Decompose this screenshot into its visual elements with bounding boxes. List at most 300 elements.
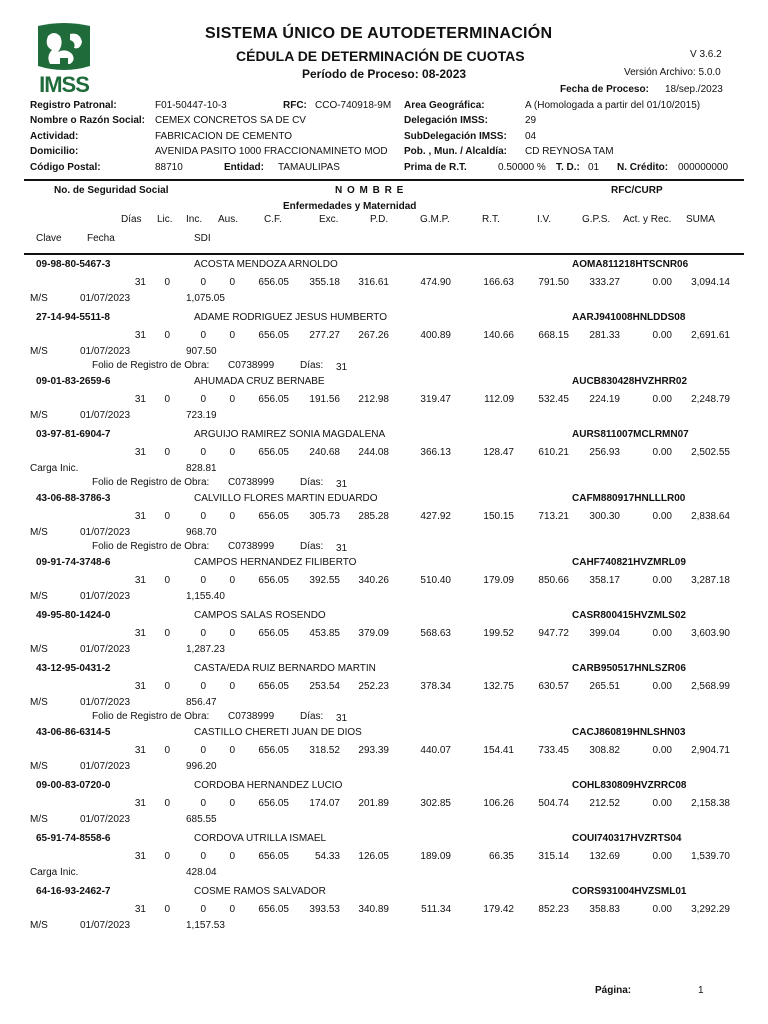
worker-nss: 43-06-86-6314-5: [36, 727, 111, 738]
worker-gps: 281.33: [589, 330, 620, 341]
worker-gmp: 366.13: [420, 447, 451, 458]
pob-label: Pob. , Mun. / Alcaldía:: [404, 146, 507, 157]
worker-dias: 31: [134, 330, 146, 341]
worker-lic: 0: [164, 330, 170, 341]
worker-cf: 656.05: [258, 798, 289, 809]
worker-clave: Carga Inic.: [30, 867, 79, 878]
worker-rfc: COHL830809HVZRRC08: [572, 780, 687, 791]
worker-iv: 532.45: [538, 394, 569, 405]
worker-nss: 09-00-83-0720-0: [36, 780, 111, 791]
worker-rt: 106.26: [483, 798, 514, 809]
nombre-value: CEMEX CONCRETOS SA DE CV: [155, 115, 306, 126]
col-cf: C.F.: [264, 214, 282, 225]
worker-clave: M/S: [30, 920, 48, 931]
worker-rt: 150.15: [483, 511, 514, 522]
worker-exc: 240.68: [309, 447, 340, 458]
worker-fecha: 01/07/2023: [80, 697, 131, 708]
td-label: T. D.:: [556, 162, 580, 173]
worker-lic: 0: [164, 277, 170, 288]
worker-suma: 3,287.18: [691, 575, 730, 586]
worker-nss: 09-91-74-3748-6: [36, 557, 111, 568]
col-rt: R.T.: [482, 214, 500, 225]
worker-pd: 267.26: [358, 330, 389, 341]
worker-aus: 0: [229, 447, 235, 458]
worker-name: CAMPOS HERNANDEZ FILIBERTO: [194, 557, 357, 568]
worker-gmp: 302.85: [420, 798, 451, 809]
worker-rfc: COUI740317HVZRTS04: [572, 833, 682, 844]
worker-rfc: CAHF740821HVZMRL09: [572, 557, 686, 568]
worker-clave: M/S: [30, 346, 48, 357]
report-subtitle: CÉDULA DE DETERMINACIÓN DE CUOTAS: [236, 48, 525, 64]
folio-dias: 31: [336, 479, 348, 490]
worker-sdi: 996.20: [186, 761, 217, 772]
folio-dias: 31: [336, 543, 348, 554]
worker-lic: 0: [164, 575, 170, 586]
worker-rfc: CARB950517HNLSZR06: [572, 663, 686, 674]
worker-lic: 0: [164, 628, 170, 639]
worker-rfc: CAFM880917HNLLLR00: [572, 493, 686, 504]
col-suma: SUMA: [686, 214, 715, 225]
col-nss: No. de Seguridad Social: [54, 185, 169, 196]
worker-cf: 656.05: [258, 511, 289, 522]
worker-act: 0.00: [652, 745, 672, 756]
prima-value: 0.50000 %: [498, 162, 546, 173]
worker-act: 0.00: [652, 330, 672, 341]
worker-inc: 0: [200, 330, 206, 341]
table-divider: [24, 253, 744, 255]
worker-gps: 265.51: [589, 681, 620, 692]
worker-clave: M/S: [30, 761, 48, 772]
worker-rfc: AURS811007MCLRMN07: [572, 429, 689, 440]
process-period: Período de Proceso: 08-2023: [302, 67, 467, 81]
worker-inc: 0: [200, 447, 206, 458]
col-aus: Aus.: [218, 214, 239, 225]
nombre-label: Nombre o Razón Social:: [30, 115, 146, 126]
worker-iv: 850.66: [538, 575, 569, 586]
worker-name: AHUMADA CRUZ BERNABE: [194, 376, 325, 387]
worker-iv: 713.21: [538, 511, 569, 522]
worker-act: 0.00: [652, 628, 672, 639]
col-pd: P.D.: [370, 214, 389, 225]
worker-inc: 0: [200, 628, 206, 639]
cp-value: 88710: [155, 162, 183, 173]
imss-logo: [30, 22, 98, 102]
worker-sdi: 968.70: [186, 527, 217, 538]
col-sdi: SDI: [194, 233, 211, 244]
credito-label: N. Crédito:: [617, 162, 669, 173]
worker-gmp: 400.89: [420, 330, 451, 341]
worker-name: CASTA/EDA RUIZ BERNARDO MARTIN: [194, 663, 376, 674]
worker-gps: 256.93: [589, 447, 620, 458]
cp-label: Código Postal:: [30, 162, 101, 173]
worker-cf: 656.05: [258, 681, 289, 692]
folio-value: C0738999: [228, 360, 275, 371]
worker-lic: 0: [164, 904, 170, 915]
worker-gmp: 568.63: [420, 628, 451, 639]
rfc-label: RFC:: [283, 100, 307, 111]
worker-iv: 852.23: [538, 904, 569, 915]
worker-fecha: 01/07/2023: [80, 410, 131, 421]
worker-dias: 31: [134, 681, 146, 692]
worker-fecha: 01/07/2023: [80, 920, 131, 931]
subdelegacion-value: 04: [525, 131, 537, 142]
worker-rt: 112.09: [484, 394, 514, 405]
worker-iv: 733.45: [538, 745, 569, 756]
worker-fecha: 01/07/2023: [80, 293, 131, 304]
actividad-value: FABRICACION DE CEMENTO: [155, 131, 293, 142]
col-fecha: Fecha: [87, 233, 115, 244]
worker-fecha: 01/07/2023: [80, 761, 131, 772]
worker-sdi: 685.55: [186, 814, 217, 825]
registro-value: F01-50447-10-3: [155, 100, 227, 111]
worker-rt: 154.41: [483, 745, 514, 756]
worker-sdi: 828.81: [186, 463, 217, 474]
worker-pd: 252.23: [358, 681, 389, 692]
worker-suma: 2,904.71: [691, 745, 730, 756]
worker-aus: 0: [229, 330, 235, 341]
worker-suma: 1,539.70: [691, 851, 730, 862]
app-version: V 3.6.2: [690, 49, 722, 60]
registro-label: Registro Patronal:: [30, 100, 117, 111]
worker-exc: 174.07: [309, 798, 340, 809]
worker-cf: 656.05: [258, 330, 289, 341]
worker-rfc: AARJ941008HNLDDS08: [572, 312, 686, 323]
worker-pd: 285.28: [358, 511, 389, 522]
worker-pd: 212.98: [358, 394, 389, 405]
worker-rt: 132.75: [483, 681, 514, 692]
folio-label: Folio de Registro de Obra:: [92, 360, 210, 371]
worker-suma: 2,158.38: [691, 798, 730, 809]
worker-dias: 31: [134, 628, 146, 639]
worker-inc: 0: [200, 798, 206, 809]
entidad-value: TAMAULIPAS: [278, 162, 340, 173]
worker-iv: 668.15: [538, 330, 569, 341]
worker-clave: M/S: [30, 591, 48, 602]
worker-clave: M/S: [30, 814, 48, 825]
worker-rt: 66.35: [488, 851, 514, 862]
worker-gps: 399.04: [589, 628, 620, 639]
worker-gmp: 474.90: [420, 277, 451, 288]
col-gmp: G.M.P.: [420, 214, 450, 225]
worker-gmp: 511.34: [421, 904, 451, 915]
folio-dias-label: Días:: [300, 360, 324, 371]
pob-value: CD REYNOSA TAM: [525, 146, 614, 157]
area-value: A (Homologada a partir del 01/10/2015): [525, 100, 701, 111]
worker-cf: 656.05: [258, 628, 289, 639]
worker-cf: 656.05: [258, 904, 289, 915]
worker-sdi: 723.19: [186, 410, 217, 421]
worker-name: ARGUIJO RAMIREZ SONIA MAGDALENA: [194, 429, 386, 440]
worker-act: 0.00: [652, 511, 672, 522]
worker-gmp: 427.92: [420, 511, 451, 522]
worker-sdi: 907.50: [186, 346, 217, 357]
prima-label: Prima de R.T.: [404, 162, 467, 173]
folio-dias: 31: [336, 362, 348, 373]
worker-act: 0.00: [652, 798, 672, 809]
page-number: 1: [698, 985, 704, 996]
worker-pd: 244.08: [358, 447, 389, 458]
worker-gmp: 510.40: [420, 575, 451, 586]
folio-value: C0738999: [228, 477, 275, 488]
worker-lic: 0: [164, 798, 170, 809]
worker-dias: 31: [134, 851, 146, 862]
worker-name: COSME RAMOS SALVADOR: [194, 886, 326, 897]
worker-name: ACOSTA MENDOZA ARNOLDO: [194, 259, 338, 270]
col-clave: Clave: [36, 233, 62, 244]
worker-inc: 0: [200, 575, 206, 586]
worker-aus: 0: [229, 745, 235, 756]
worker-inc: 0: [200, 394, 206, 405]
worker-cf: 656.05: [258, 447, 289, 458]
worker-suma: 2,248.79: [691, 394, 730, 405]
worker-aus: 0: [229, 394, 235, 405]
worker-iv: 315.14: [538, 851, 569, 862]
delegacion-value: 29: [525, 115, 537, 126]
worker-aus: 0: [229, 851, 235, 862]
worker-nss: 49-95-80-1424-0: [36, 610, 111, 621]
worker-inc: 0: [200, 904, 206, 915]
col-dias: Días: [121, 214, 142, 225]
worker-dias: 31: [134, 798, 146, 809]
worker-sdi: 1,155.40: [186, 591, 225, 602]
rfc-value: CCO-740918-9M: [315, 100, 392, 111]
worker-nss: 65-91-74-8558-6: [36, 833, 111, 844]
td-value: 01: [588, 162, 600, 173]
worker-pd: 316.61: [358, 277, 389, 288]
worker-gps: 212.52: [589, 798, 620, 809]
worker-pd: 126.05: [358, 851, 389, 862]
worker-lic: 0: [164, 851, 170, 862]
worker-act: 0.00: [652, 851, 672, 862]
subdelegacion-label: SubDelegación IMSS:: [404, 131, 507, 142]
worker-nss: 03-97-81-6904-7: [36, 429, 111, 440]
worker-clave: M/S: [30, 293, 48, 304]
worker-dias: 31: [134, 904, 146, 915]
worker-fecha: 01/07/2023: [80, 527, 131, 538]
worker-act: 0.00: [652, 447, 672, 458]
worker-sdi: 1,075.05: [186, 293, 225, 304]
worker-rt: 128.47: [483, 447, 514, 458]
domicilio-label: Domicilio:: [30, 146, 79, 157]
col-gps: G.P.S.: [582, 214, 611, 225]
worker-iv: 947.72: [538, 628, 569, 639]
worker-pd: 293.39: [358, 745, 389, 756]
worker-exc: 318.52: [309, 745, 340, 756]
worker-gmp: 189.09: [420, 851, 451, 862]
worker-iv: 610.21: [538, 447, 569, 458]
worker-exc: 453.85: [309, 628, 340, 639]
worker-gps: 308.82: [589, 745, 620, 756]
worker-dias: 31: [134, 447, 146, 458]
worker-suma: 2,691.61: [691, 330, 730, 341]
worker-exc: 305.73: [309, 511, 340, 522]
worker-inc: 0: [200, 745, 206, 756]
worker-suma: 2,568.99: [691, 681, 730, 692]
folio-label: Folio de Registro de Obra:: [92, 711, 210, 722]
col-rfc: RFC/CURP: [611, 185, 663, 196]
worker-gps: 224.19: [589, 394, 620, 405]
actividad-label: Actividad:: [30, 131, 79, 142]
worker-sdi: 428.04: [186, 867, 217, 878]
folio-dias-label: Días:: [300, 541, 324, 552]
worker-rfc: AOMA811218HTSCNR06: [572, 259, 689, 270]
worker-aus: 0: [229, 681, 235, 692]
entidad-label: Entidad:: [224, 162, 264, 173]
worker-sdi: 856.47: [186, 697, 217, 708]
worker-name: CALVILLO FLORES MARTIN EDUARDO: [194, 493, 378, 504]
page-label: Página:: [595, 985, 632, 996]
worker-act: 0.00: [652, 394, 672, 405]
worker-inc: 0: [200, 511, 206, 522]
worker-aus: 0: [229, 511, 235, 522]
worker-exc: 54.33: [314, 851, 340, 862]
col-lic: Lic.: [157, 214, 173, 225]
worker-exc: 393.53: [309, 904, 340, 915]
worker-name: CORDOVA UTRILLA ISMAEL: [194, 833, 327, 844]
worker-suma: 2,838.64: [691, 511, 730, 522]
worker-cf: 656.05: [258, 394, 289, 405]
worker-inc: 0: [200, 277, 206, 288]
worker-suma: 2,502.55: [691, 447, 730, 458]
worker-sdi: 1,157.53: [186, 920, 225, 931]
worker-clave: M/S: [30, 527, 48, 538]
col-iv: I.V.: [537, 214, 552, 225]
worker-fecha: 01/07/2023: [80, 591, 131, 602]
report-title: SISTEMA ÚNICO DE AUTODETERMINACIÓN: [205, 25, 553, 42]
worker-act: 0.00: [652, 904, 672, 915]
worker-exc: 355.18: [309, 277, 340, 288]
worker-aus: 0: [229, 575, 235, 586]
worker-lic: 0: [164, 394, 170, 405]
worker-exc: 392.55: [309, 575, 340, 586]
worker-iv: 630.57: [538, 681, 569, 692]
worker-cf: 656.05: [258, 745, 289, 756]
worker-dias: 31: [134, 745, 146, 756]
worker-dias: 31: [134, 511, 146, 522]
worker-cf: 656.05: [258, 851, 289, 862]
worker-pd: 340.89: [358, 904, 389, 915]
worker-fecha: 01/07/2023: [80, 814, 131, 825]
worker-gmp: 440.07: [420, 745, 451, 756]
worker-name: CAMPOS SALAS ROSENDO: [194, 610, 326, 621]
worker-inc: 0: [200, 851, 206, 862]
worker-name: CASTILLO CHERETI JUAN DE DIOS: [194, 727, 362, 738]
worker-act: 0.00: [652, 575, 672, 586]
col-exc: Exc.: [319, 214, 339, 225]
worker-clave: M/S: [30, 644, 48, 655]
worker-exc: 191.56: [309, 394, 340, 405]
worker-gmp: 378.34: [420, 681, 451, 692]
col-nombre: N O M B R E: [335, 185, 405, 196]
worker-cf: 656.05: [258, 277, 289, 288]
col-act: Act. y Rec.: [623, 214, 672, 225]
worker-rt: 179.09: [483, 575, 514, 586]
folio-value: C0738999: [228, 711, 275, 722]
worker-nss: 09-98-80-5467-3: [36, 259, 111, 270]
worker-suma: 3,603.90: [691, 628, 730, 639]
worker-suma: 3,094.14: [691, 277, 730, 288]
worker-dias: 31: [134, 277, 146, 288]
process-date-label: Fecha de Proceso:: [560, 84, 649, 95]
folio-label: Folio de Registro de Obra:: [92, 477, 210, 488]
folio-dias-label: Días:: [300, 477, 324, 488]
worker-sdi: 1,287.23: [186, 644, 225, 655]
folio-label: Folio de Registro de Obra:: [92, 541, 210, 552]
worker-pd: 379.09: [358, 628, 389, 639]
file-version: Versión Archivo: 5.0.0: [624, 67, 721, 78]
worker-iv: 791.50: [538, 277, 569, 288]
worker-fecha: 01/07/2023: [80, 346, 131, 357]
worker-rt: 166.63: [483, 277, 514, 288]
domicilio-value: AVENIDA PASITO 1000 FRACCIONAMINETO MOD: [155, 146, 388, 157]
worker-fecha: 01/07/2023: [80, 644, 131, 655]
worker-lic: 0: [164, 681, 170, 692]
worker-aus: 0: [229, 277, 235, 288]
worker-act: 0.00: [652, 277, 672, 288]
header-divider: [24, 179, 744, 181]
worker-gps: 358.83: [589, 904, 620, 915]
worker-aus: 0: [229, 628, 235, 639]
worker-aus: 0: [229, 798, 235, 809]
worker-clave: M/S: [30, 697, 48, 708]
worker-name: CORDOBA HERNANDEZ LUCIO: [194, 780, 343, 791]
delegacion-label: Delegación IMSS:: [404, 115, 488, 126]
worker-dias: 31: [134, 575, 146, 586]
worker-gps: 132.69: [589, 851, 620, 862]
worker-gps: 333.27: [589, 277, 620, 288]
worker-gps: 300.30: [589, 511, 620, 522]
worker-exc: 253.54: [309, 681, 340, 692]
worker-nss: 27-14-94-5511-8: [36, 312, 110, 323]
worker-rfc: CORS931004HVZSML01: [572, 886, 687, 897]
worker-act: 0.00: [652, 681, 672, 692]
worker-gmp: 319.47: [420, 394, 451, 405]
worker-nss: 43-12-95-0431-2: [36, 663, 111, 674]
worker-cf: 656.05: [258, 575, 289, 586]
worker-rt: 140.66: [483, 330, 514, 341]
folio-dias: 31: [336, 713, 348, 724]
worker-nss: 64-16-93-2462-7: [36, 886, 111, 897]
worker-rfc: CACJ860819HNLSHN03: [572, 727, 686, 738]
col-inc: Inc.: [186, 214, 203, 225]
logo-text: IMSS: [39, 72, 89, 97]
process-date: 18/sep./2023: [665, 84, 723, 95]
col-enf: Enfermedades y Maternidad: [283, 201, 417, 212]
worker-nss: 09-01-83-2659-6: [36, 376, 111, 387]
worker-aus: 0: [229, 904, 235, 915]
worker-gps: 358.17: [589, 575, 620, 586]
worker-dias: 31: [134, 394, 146, 405]
worker-pd: 201.89: [358, 798, 389, 809]
worker-lic: 0: [164, 447, 170, 458]
worker-iv: 504.74: [538, 798, 569, 809]
area-label: Area Geográfica:: [404, 100, 485, 111]
worker-exc: 277.27: [309, 330, 340, 341]
worker-clave: Carga Inic.: [30, 463, 79, 474]
worker-rt: 179.42: [483, 904, 514, 915]
worker-suma: 3,292.29: [691, 904, 730, 915]
worker-nss: 43-06-88-3786-3: [36, 493, 111, 504]
folio-dias-label: Días:: [300, 711, 324, 722]
worker-rt: 199.52: [483, 628, 514, 639]
worker-clave: M/S: [30, 410, 48, 421]
worker-rfc: AUCB830428HVZHRR02: [572, 376, 688, 387]
worker-lic: 0: [164, 745, 170, 756]
worker-name: ADAME RODRIGUEZ JESUS HUMBERTO: [194, 312, 387, 323]
worker-rfc: CASR800415HVZMLS02: [572, 610, 686, 621]
worker-lic: 0: [164, 511, 170, 522]
credito-value: 000000000: [678, 162, 729, 173]
